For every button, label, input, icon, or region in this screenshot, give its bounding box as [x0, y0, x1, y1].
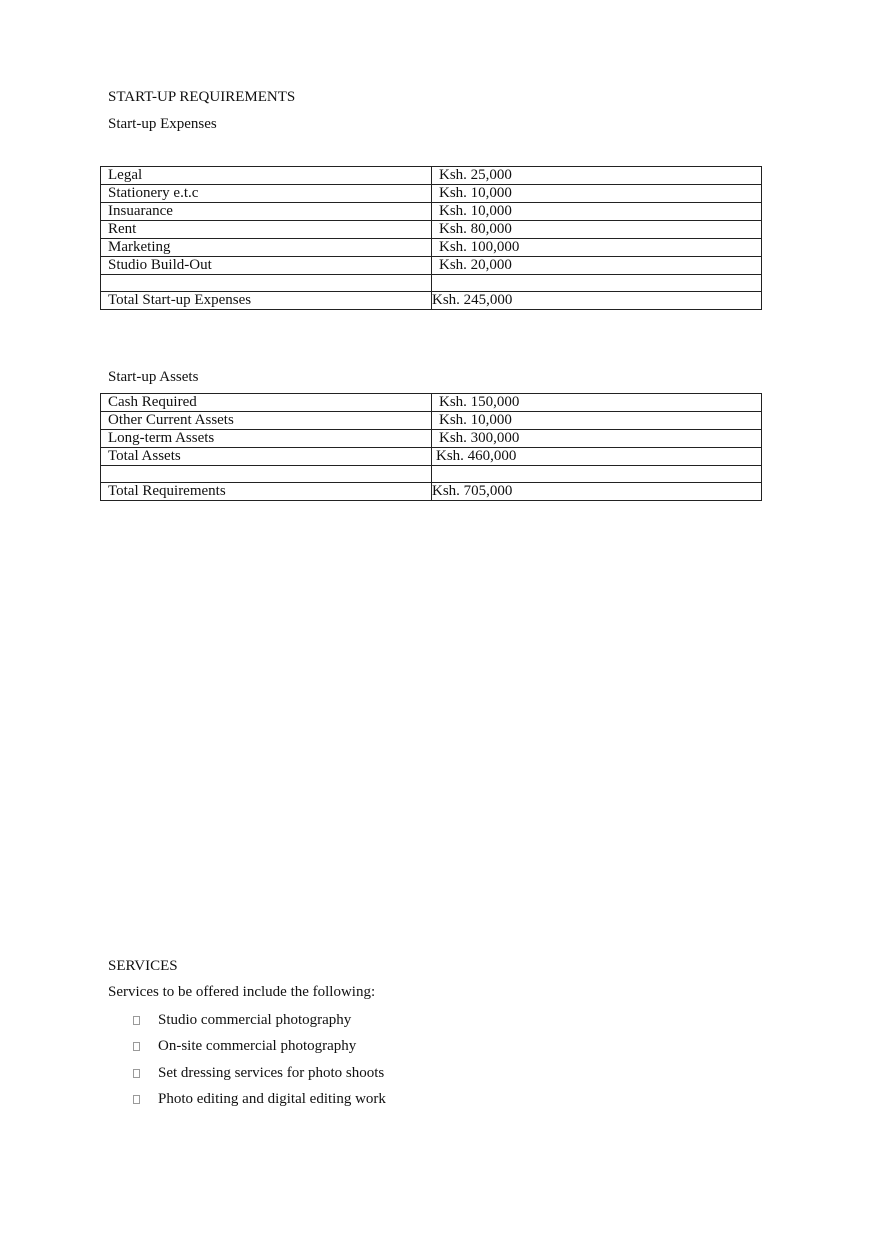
list-item	[133, 1063, 386, 1089]
table-row	[101, 430, 762, 448]
expense-value: Ksh. 10,000	[432, 185, 762, 203]
table-row	[101, 167, 762, 185]
asset-value: Ksh. 10,000	[432, 412, 762, 430]
bullet-box-icon	[133, 1095, 140, 1104]
assets-total-label: Total Assets	[101, 448, 432, 466]
expense-value: Ksh. 10,000	[432, 203, 762, 221]
expense-label: Stationery e.t.c	[101, 185, 432, 203]
startup-assets-table	[100, 393, 762, 501]
table-row	[101, 221, 762, 239]
total-row	[101, 292, 762, 310]
expense-label: Legal	[101, 167, 432, 185]
total-row	[101, 448, 762, 466]
list-item	[133, 1089, 386, 1115]
list-item	[133, 1010, 386, 1036]
assets-heading: Start-up Assets	[108, 369, 199, 385]
asset-label: Cash Required	[101, 394, 432, 412]
table-row	[101, 203, 762, 221]
expense-label: Rent	[101, 221, 432, 239]
expense-value: Ksh. 80,000	[432, 221, 762, 239]
expense-label: Insuarance	[101, 203, 432, 221]
table-row	[101, 394, 762, 412]
expense-value: Ksh. 25,000	[432, 167, 762, 185]
asset-label: Long-term Assets	[101, 430, 432, 448]
asset-value: Ksh. 150,000	[432, 394, 762, 412]
services-list	[133, 1010, 386, 1115]
service-label: Photo editing and digital editing work	[158, 1090, 386, 1107]
expenses-total-value: Ksh. 245,000	[432, 292, 762, 310]
bullet-box-icon	[133, 1069, 140, 1078]
expenses-total-label: Total Start-up Expenses	[101, 292, 432, 310]
asset-label: Other Current Assets	[101, 412, 432, 430]
expense-value: Ksh. 100,000	[432, 239, 762, 257]
bullet-box-icon	[133, 1016, 140, 1025]
table-row	[101, 185, 762, 203]
expenses-heading: Start-up Expenses	[108, 116, 217, 132]
table-row	[101, 257, 762, 275]
section-title-startup: START-UP REQUIREMENTS	[108, 89, 296, 105]
table-row	[101, 239, 762, 257]
startup-expenses-table	[100, 166, 762, 310]
expense-label: Studio Build-Out	[101, 257, 432, 275]
expense-label: Marketing	[101, 239, 432, 257]
assets-total-value: Ksh. 460,000	[432, 448, 762, 466]
requirements-total-label: Total Requirements	[101, 483, 432, 501]
service-label: On-site commercial photography	[158, 1038, 357, 1055]
asset-value: Ksh. 300,000	[432, 430, 762, 448]
blank-row	[101, 275, 762, 292]
service-label: Set dressing services for photo shoots	[158, 1064, 385, 1081]
list-item	[133, 1036, 386, 1062]
total-row	[101, 483, 762, 501]
table-row	[101, 412, 762, 430]
services-intro: Services to be offered include the following:	[108, 984, 376, 1000]
expense-value: Ksh. 20,000	[432, 257, 762, 275]
blank-row	[101, 466, 762, 483]
section-title-services: SERVICES	[108, 958, 178, 974]
requirements-total-value: Ksh. 705,000	[432, 483, 762, 501]
bullet-box-icon	[133, 1042, 140, 1051]
service-label: Studio commercial photography	[158, 1012, 352, 1028]
